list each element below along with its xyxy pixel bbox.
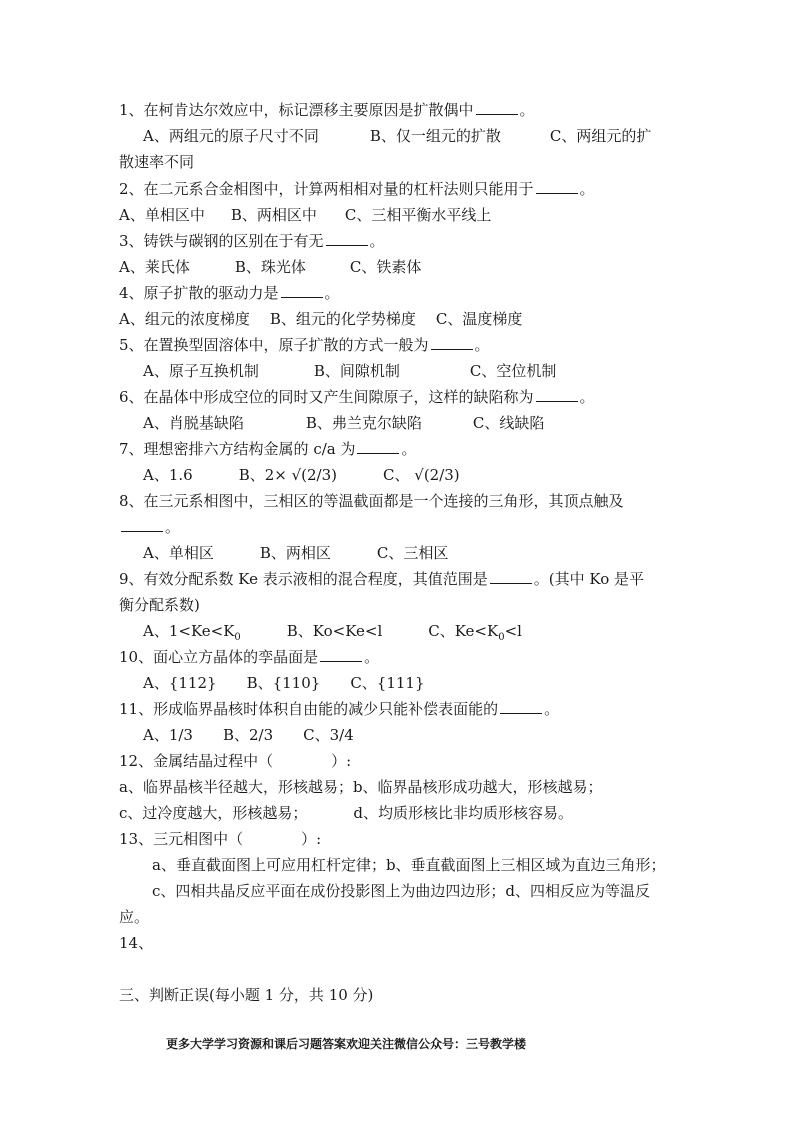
section-title: 三、判断正误(每小题 1 分，共 10 分) xyxy=(119,986,374,1004)
option-a: A、1/3 xyxy=(143,726,193,744)
option-b: B、仅一组元的扩散 xyxy=(369,127,501,145)
question-13-options-3: 应。 xyxy=(119,908,150,926)
option-a: A、单相区 xyxy=(143,544,214,562)
question-14: 14、 xyxy=(119,934,154,952)
answer-blank xyxy=(490,570,532,584)
footer-note: 更多大学学习资源和课后习题答案欢迎关注微信公众号：三号教学楼 xyxy=(166,1037,527,1051)
option-a: A、$1<Ke<K_0$ xyxy=(143,622,241,643)
question-11: 11、形成临界晶核时体积自由能的减少只能补偿表面能的 。 xyxy=(119,700,560,718)
options-q7 xyxy=(143,466,460,484)
option-a: A、1.6 xyxy=(143,466,193,484)
option-c: C、$Ke<K_0<l$ xyxy=(428,622,522,643)
question-2: 2、在二元系合金相图中，计算两相相对量的杠杆法则只能用于 。 xyxy=(119,180,595,198)
question-13-options-2: c、四相共晶反应平面在成份投影图上为曲边四边形；d、四相反应为等温反 xyxy=(152,882,651,900)
answer-blank xyxy=(121,518,163,532)
option-c: C、三相区 xyxy=(376,544,449,562)
option-b: B、2× √(2/3) xyxy=(238,466,338,484)
option-b: B、组元的化学势梯度 xyxy=(269,310,416,328)
question-8: 8、在三元系相图中，三相区的等温截面都是一个连接的三角形，其顶点触及 xyxy=(119,492,624,510)
option-a: A、{112} xyxy=(143,674,217,692)
option-c: C、3/4 xyxy=(303,726,354,744)
question-12: 12、金属结晶过程中（ ）: xyxy=(119,752,352,770)
question-12-options-2: c、过冷度越大，形核越易； d、均质形核比非均质形核容易。 xyxy=(119,804,574,822)
option-b: B、间隙机制 xyxy=(313,362,400,380)
option-c: C、三相平衡水平线上 xyxy=(344,206,492,224)
question-3: 3、铸铁与碳钢的区别在于有无 。 xyxy=(119,232,385,250)
answer-blank xyxy=(357,440,399,454)
options-q8 xyxy=(143,544,448,562)
option-b: B、Ko<Ke<l xyxy=(286,622,383,640)
question-1: 1、在柯肯达尔效应中，标记漂移主要原因是扩散偶中 。 xyxy=(119,101,535,119)
question-8-blank-line: 。 xyxy=(119,518,180,536)
question-9-continuation: 衡分配系数) xyxy=(119,596,200,614)
option-c: C、线缺陷 xyxy=(472,414,545,432)
option-c: C、 √(2/3) xyxy=(383,466,460,484)
option-b: B、弗兰克尔缺陷 xyxy=(305,414,422,432)
options-q2 xyxy=(119,206,491,224)
question-12-options-1: a、临界晶核半径越大，形核越易；b、临界晶核形成功越大，形核越易； xyxy=(119,778,603,796)
answer-blank xyxy=(476,101,518,115)
option-c: C、两组元的扩 xyxy=(549,127,652,145)
question-5: 5、在置换型固溶体中，原子扩散的方式一般为 。 xyxy=(119,336,490,354)
question-13: 13、三元相图中（ ）: xyxy=(119,830,322,848)
question-6: 6、在晶体中形成空位的同时又产生间隙原子，这样的缺陷称为 。 xyxy=(119,388,595,406)
answer-blank xyxy=(536,180,578,194)
option-a: A、肖脱基缺陷 xyxy=(143,414,244,432)
options-q10 xyxy=(143,674,425,692)
question-9: 9、有效分配系数 Ke 表示液相的混合程度，其值范围是 。(其中 Ko 是平 xyxy=(119,570,644,588)
option-a: A、组元的浓度梯度 xyxy=(119,310,250,328)
question-13-options-1: a、垂直截面图上可应用杠杆定律；b、垂直截面图上三相区域为直边三角形； xyxy=(152,856,666,874)
option-b: B、{110} xyxy=(246,674,321,692)
option-c: C、温度梯度 xyxy=(435,310,523,328)
options-q11 xyxy=(143,726,354,744)
option-c: C、{111} xyxy=(350,674,425,692)
answer-blank xyxy=(536,388,578,402)
option-b: B、两相区 xyxy=(259,544,331,562)
option-a: A、莱氏体 xyxy=(119,258,190,276)
question-7: 7、理想密排六方结构金属的 c/a 为 。 xyxy=(119,440,417,458)
question-4: 4、原子扩散的驱动力是 。 xyxy=(119,284,340,302)
option-b: B、珠光体 xyxy=(234,258,306,276)
option-b: B、两相区中 xyxy=(230,206,317,224)
option-c: C、铁素体 xyxy=(349,258,422,276)
answer-blank xyxy=(320,648,362,662)
options-q5 xyxy=(143,362,556,380)
options-q4 xyxy=(119,310,522,328)
option-c: C、空位机制 xyxy=(469,362,557,380)
options-q6 xyxy=(143,414,544,432)
answer-blank xyxy=(281,284,323,298)
options-q3 xyxy=(119,258,421,276)
option-a: A、原子互换机制 xyxy=(143,362,259,380)
question-10: 10、面心立方晶体的孪晶面是 。 xyxy=(119,648,380,666)
options-q9 xyxy=(143,622,522,643)
option-a: A、单相区中 xyxy=(119,206,205,224)
option-a: A、两组元的原子尺寸不同 xyxy=(143,127,319,145)
answer-blank xyxy=(431,336,473,350)
option-b: B、2/3 xyxy=(222,726,274,744)
answer-blank xyxy=(500,700,542,714)
answer-blank xyxy=(326,232,368,246)
options-q1 xyxy=(143,127,651,145)
option-c-continuation: 散速率不同 xyxy=(119,153,195,171)
